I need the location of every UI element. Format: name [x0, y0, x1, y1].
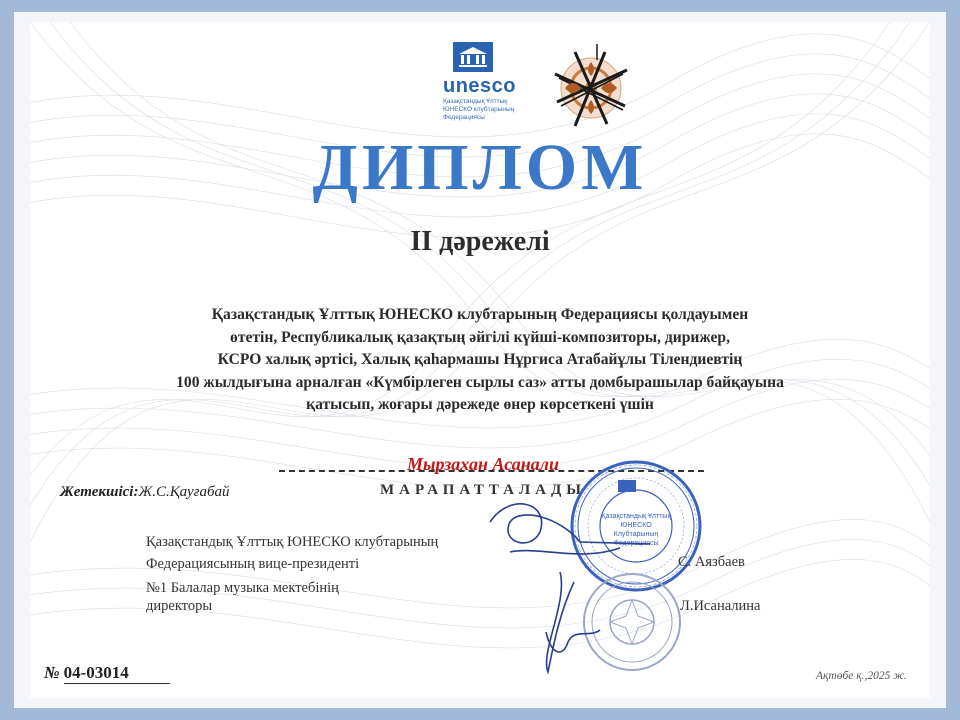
diploma-body-text	[130, 304, 830, 417]
body-line: қатысып, жоғары дәрежеде өнер көрсеткені үшін	[306, 396, 654, 414]
stamp-line: Клубтарының	[613, 531, 659, 538]
body-line: Қазақстандық Ұлттық ЮНЕСКО клубтарының Федерациясы қолдауымен	[211, 306, 749, 323]
signatory-position-line: Федерациясының вице-президенті	[146, 556, 360, 572]
signatory-position-line: директоры	[146, 598, 213, 614]
teacher-label: Жетекшісі:	[60, 484, 139, 500]
unesco-wordmark: unesco	[443, 75, 517, 97]
signatory-2-position	[146, 579, 339, 615]
unesco-subtitle-line: Федерациясы	[443, 114, 485, 121]
diploma-title: ДИПЛОМ	[312, 131, 648, 204]
body-line: КСРО халық әртісі, Халық қаһармашы Нұргиса Атабайұлы Тілендиевтің	[217, 351, 743, 369]
signatory-position-line: Қазақстандық Ұлттық ЮНЕСКО клубтарының	[146, 534, 439, 550]
diploma-number	[44, 663, 170, 684]
unesco-subtitle-line: Қазақстандық Ұлттық	[443, 98, 508, 105]
body-line: өтетін, Республикалық қазақтың әйгілі күйші-композиторы, дирижер,	[230, 328, 730, 346]
stamp-line: ЮНЕСКО	[620, 522, 652, 529]
unesco-subtitle-line: ЮНЕСКО клубтарының	[443, 106, 515, 113]
signatory-2-name: Л.Исаналина	[680, 598, 761, 614]
place-date: Ақтөбе қ.,2025 ж.	[816, 670, 907, 682]
body-line: 100 жылдығына арналған «Күмбірлеген сырлы саз» атты домбырашылар байқауына	[176, 373, 784, 391]
number-value: 04-03014	[64, 663, 170, 684]
recipient-name: Мырзахан Асанали	[406, 454, 560, 474]
award-word: МАРАПАТТАЛАДЫ	[380, 482, 587, 498]
unesco-temple-icon	[445, 42, 501, 72]
signatures	[450, 482, 730, 682]
teacher-line	[60, 484, 230, 501]
signatory-1-position	[146, 531, 438, 575]
stamp-line: Қазақстандық Ұлттық	[601, 513, 671, 520]
unesco-logo	[443, 42, 517, 128]
number-sign: №	[44, 663, 60, 682]
diploma-degree: II дәрежелі	[410, 226, 550, 257]
signatory-1-name: С. Аязбаев	[678, 554, 745, 570]
unesco-subtitle	[443, 98, 523, 122]
teacher-name: Ж.С.Қауғабай	[138, 484, 230, 500]
stamp-line: Федерациясы	[613, 540, 659, 547]
signatory-position-line: №1 Балалар музыка мектебінің	[146, 580, 339, 596]
kazakh-ornament-emblem-icon	[545, 44, 637, 132]
diploma-paper	[30, 22, 930, 698]
